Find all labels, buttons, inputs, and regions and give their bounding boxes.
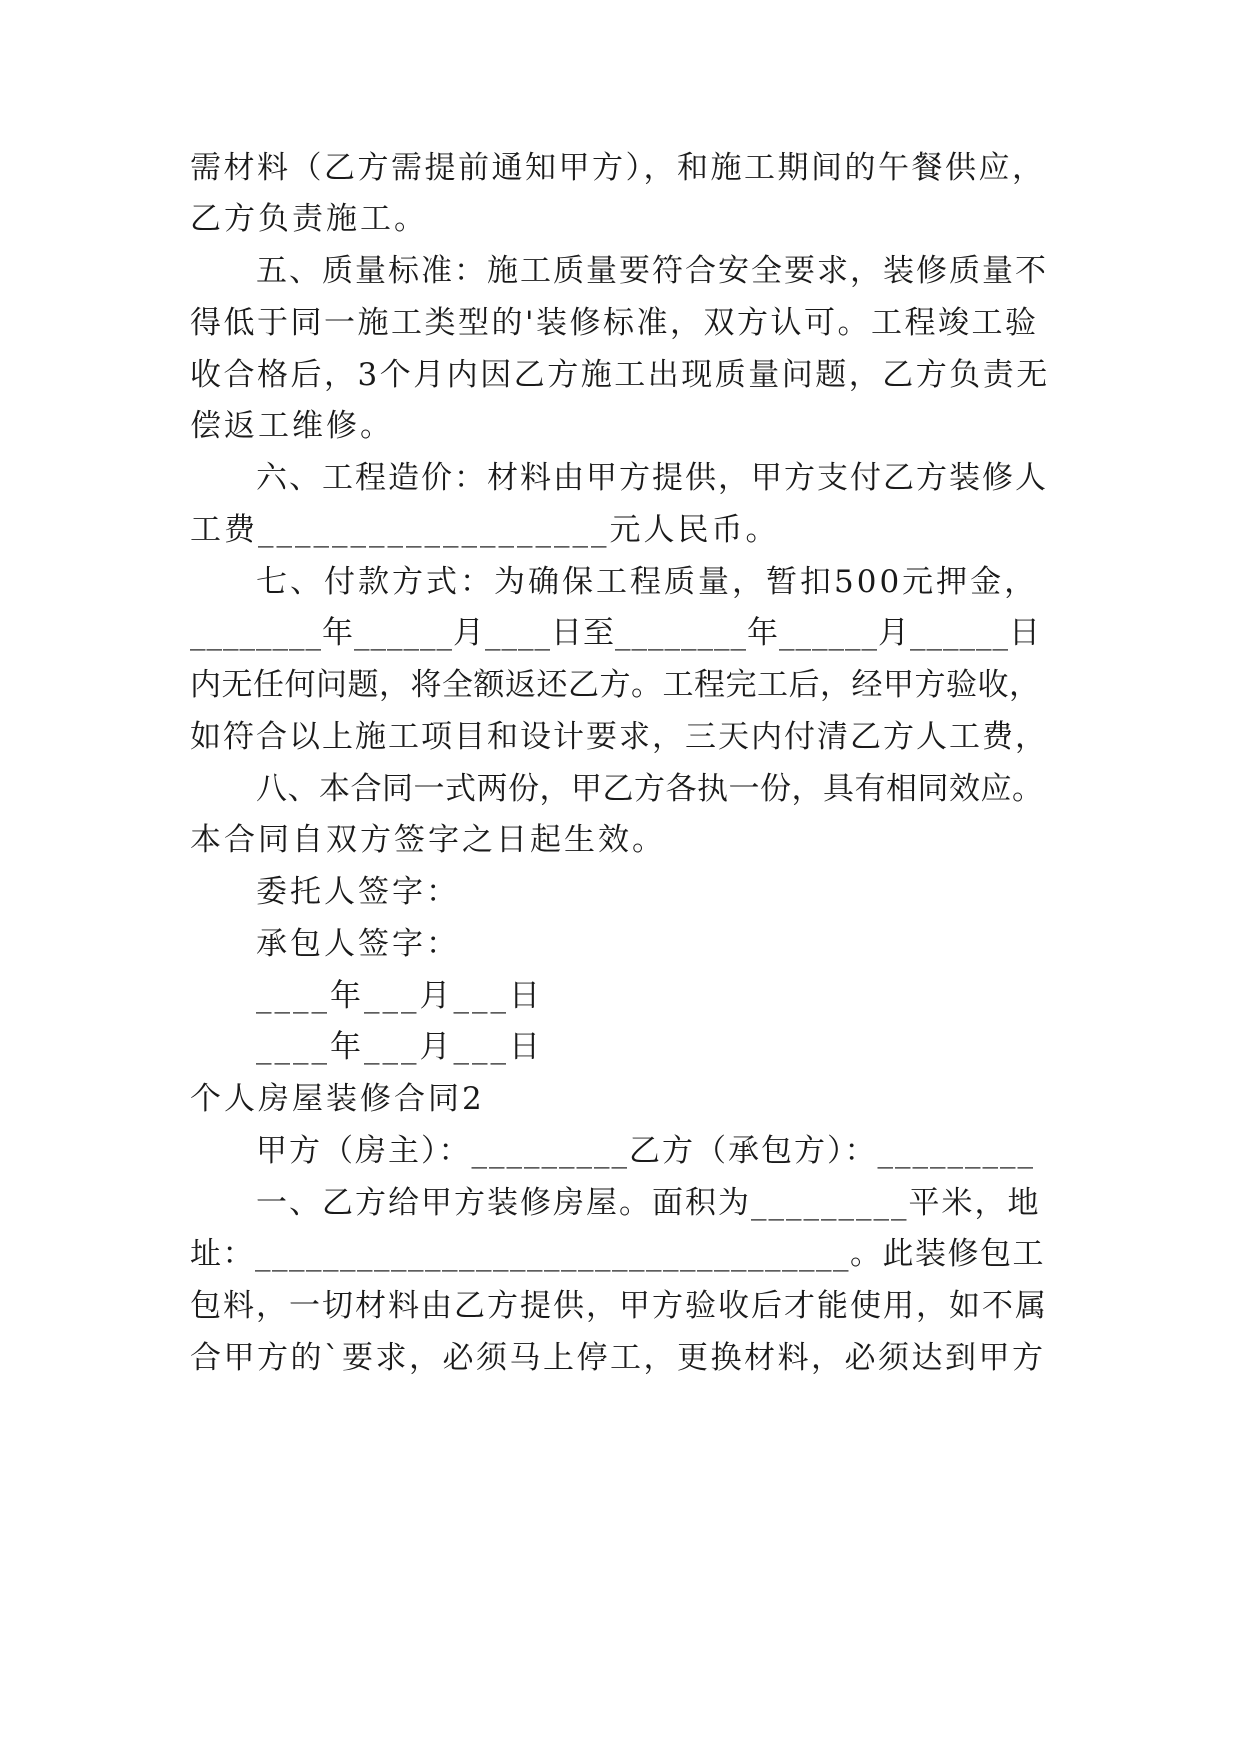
paragraph-line: 偿返工维修。: [190, 408, 394, 444]
paragraph-line: 乙方负责施工。: [190, 201, 428, 237]
paragraph-line: 得低于同一施工类型的'装修标准，双方认可。工程竣工验: [190, 305, 1039, 341]
paragraph-line: ________年______月____日至________年______月______日: [190, 615, 1041, 651]
paragraph-line: 址：___________________________________。此装修包工: [190, 1236, 1045, 1272]
paragraph-line: 收合格后，3个月内因乙方施工出现质量问题，乙方负责无: [190, 357, 1050, 393]
paragraph-line: 七、付款方式：为确保工程质量，暂扣500元押金，: [256, 564, 1039, 600]
paragraph-line: 五、质量标准：施工质量要符合安全要求，装修质量不: [256, 253, 1048, 289]
paragraph-line: 工费___________________元人民币。: [190, 512, 780, 548]
section-title: 个人房屋装修合同2: [190, 1081, 485, 1117]
paragraph-line: 如符合以上施工项目和设计要求，三天内付清乙方人工费，: [190, 719, 1048, 755]
paragraph-line: 需材料（乙方需提前通知甲方），和施工期间的午餐供应，: [190, 150, 1046, 186]
paragraph-line: 合甲方的`要求，必须马上停工，更换材料，必须达到甲方: [190, 1340, 1046, 1376]
paragraph-line: 六、工程造价：材料由甲方提供，甲方支付乙方装修人: [256, 460, 1048, 496]
parties-line: 甲方（房主）：_________乙方（承包方）：_________: [256, 1133, 1035, 1169]
paragraph-line: 一、乙方给甲方装修房屋。面积为_________平米，地: [256, 1185, 1041, 1221]
date-line: ____年___月___日: [256, 978, 543, 1014]
signature-label: 承包人签字：: [256, 926, 460, 962]
paragraph-line: 包料，一切材料由乙方提供，甲方验收后才能使用，如不属: [190, 1288, 1048, 1324]
paragraph-line: 八、本合同一式两份，甲乙方各执一份，具有相同效应。: [256, 771, 1044, 807]
date-line: ____年___月___日: [256, 1029, 543, 1065]
paragraph-line: 内无任何问题，将全额返还乙方。工程完工后，经甲方验收，: [190, 667, 1041, 703]
paragraph-line: 本合同自双方签字之日起生效。: [190, 822, 666, 858]
signature-label: 委托人签字：: [256, 874, 460, 910]
